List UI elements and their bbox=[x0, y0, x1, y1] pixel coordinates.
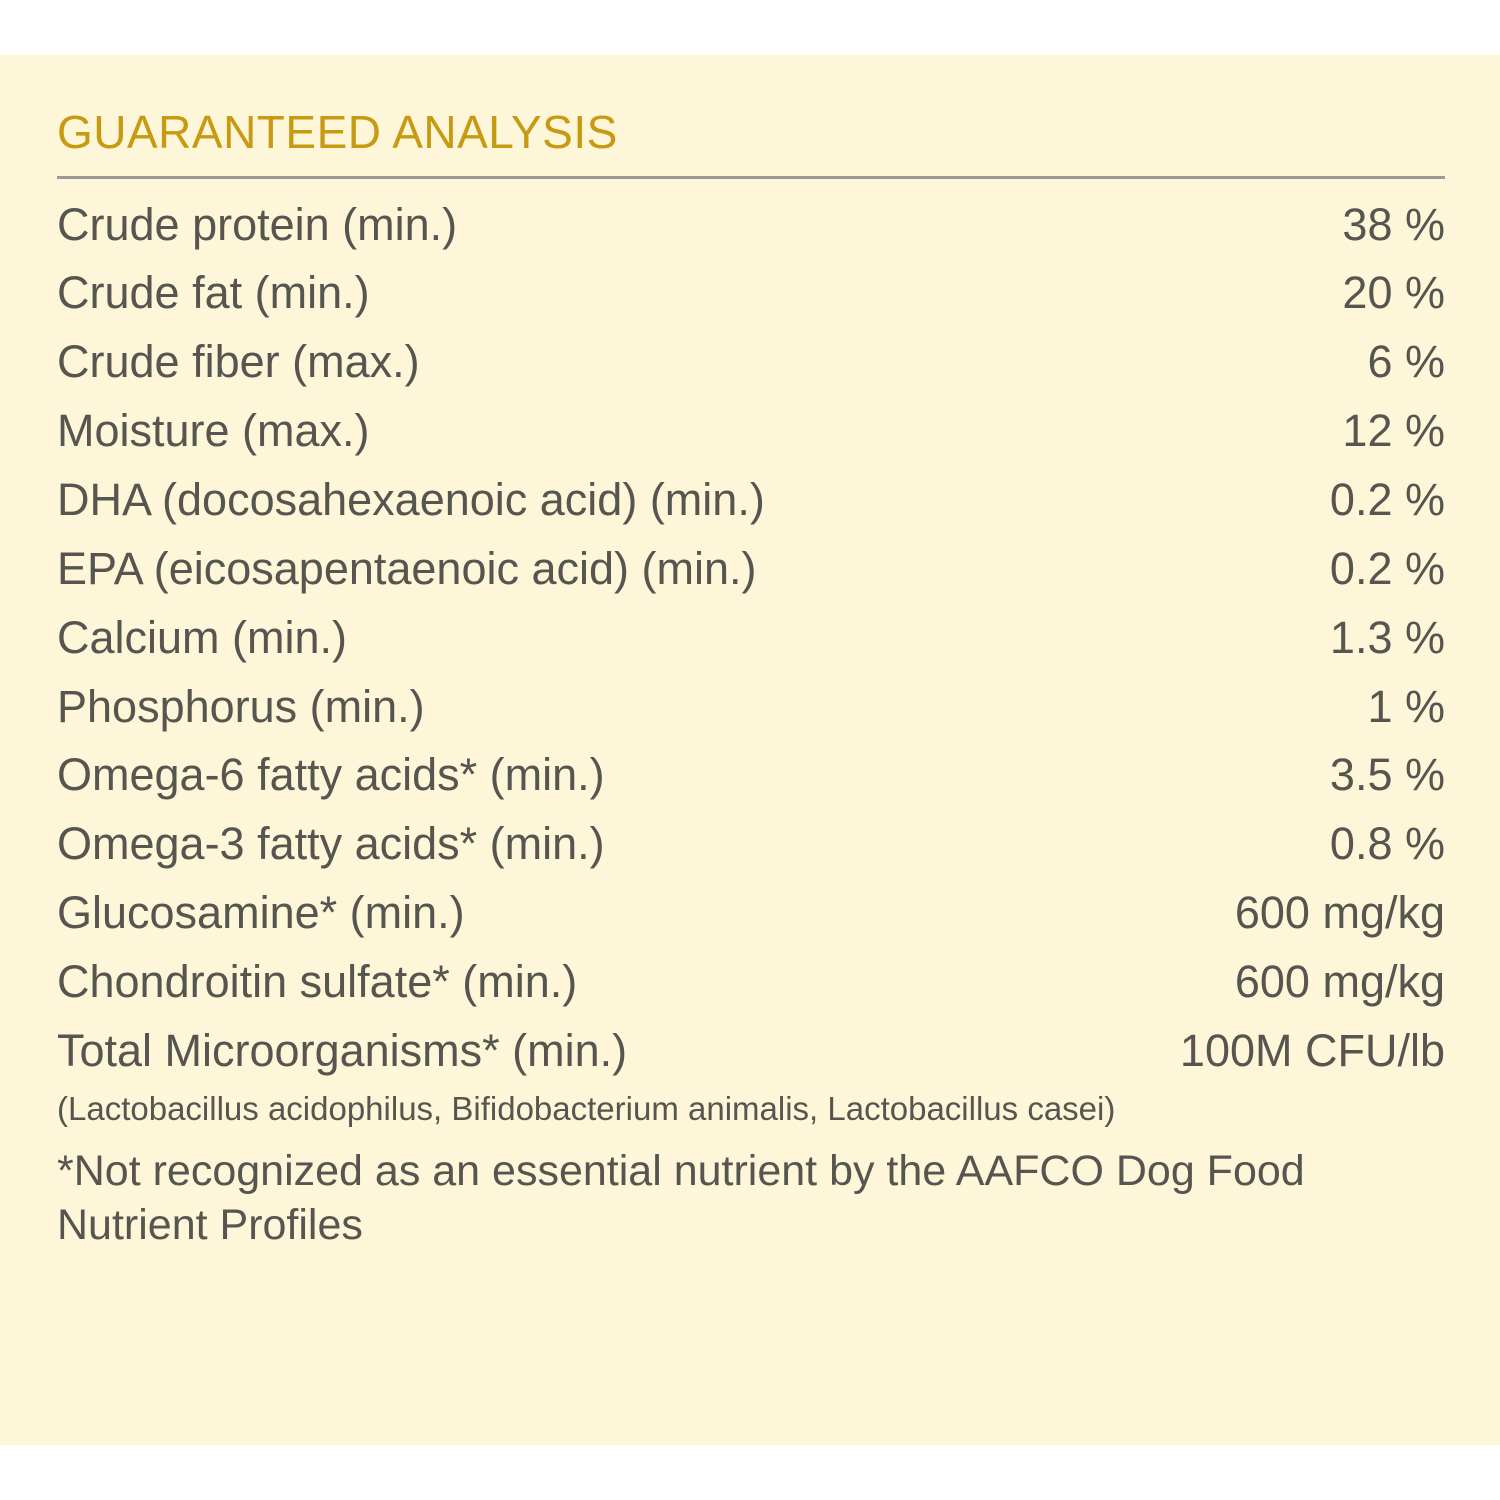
probiotics-note: (Lactobacillus acidophilus, Bifidobacterium animalis, Lactobacillus casei) bbox=[57, 1089, 1116, 1127]
table-row bbox=[57, 328, 1445, 397]
nutrient-value: 0.2 % bbox=[1329, 542, 1445, 594]
nutrient-value: 0.2 % bbox=[1329, 473, 1445, 525]
nutrient-value: 100M CFU/lb bbox=[1179, 1024, 1445, 1076]
table-row bbox=[57, 397, 1445, 466]
table-row bbox=[57, 948, 1445, 1017]
panel-content bbox=[57, 107, 1447, 1252]
nutrient-value: 3.5 % bbox=[1329, 749, 1445, 801]
table-row bbox=[57, 259, 1445, 328]
table-row bbox=[57, 741, 1445, 810]
page-title: GUARANTEED ANALYSIS bbox=[57, 106, 618, 158]
aafco-footnote: *Not recognized as an essential nutrient by the AAFCO Dog Food Nutrient Profiles bbox=[57, 1146, 1305, 1249]
table-row bbox=[57, 604, 1445, 673]
nutrient-label: Crude fiber (max.) bbox=[57, 336, 420, 388]
nutrient-value: 38 % bbox=[1342, 198, 1445, 250]
nutrient-value: 6 % bbox=[1367, 336, 1445, 388]
nutrient-label: Phosphorus (min.) bbox=[57, 680, 425, 732]
nutrient-value: 20 % bbox=[1342, 267, 1445, 319]
table-body bbox=[57, 191, 1445, 1086]
nutrient-label: Moisture (max.) bbox=[57, 405, 370, 457]
nutrient-label: Omega-6 fatty acids* (min.) bbox=[57, 749, 605, 801]
nutrient-value: 600 mg/kg bbox=[1234, 955, 1445, 1007]
table-row bbox=[57, 810, 1445, 879]
guaranteed-analysis-table bbox=[57, 191, 1445, 1086]
nutrient-value: 1 % bbox=[1367, 680, 1445, 732]
nutrient-label: Crude protein (min.) bbox=[57, 198, 458, 250]
nutrient-label: Calcium (min.) bbox=[57, 611, 348, 663]
nutrient-value: 12 % bbox=[1342, 405, 1445, 457]
nutrient-label: Total Microorganisms* (min.) bbox=[57, 1024, 628, 1076]
table-row bbox=[57, 191, 1445, 260]
table-row bbox=[57, 1017, 1445, 1086]
nutrient-label: Glucosamine* (min.) bbox=[57, 887, 465, 939]
nutrient-label: Omega-3 fatty acids* (min.) bbox=[57, 818, 605, 870]
nutrient-value: 1.3 % bbox=[1329, 611, 1445, 663]
table-row bbox=[57, 879, 1445, 948]
nutrient-label: Crude fat (min.) bbox=[57, 267, 370, 319]
guaranteed-analysis-panel bbox=[0, 55, 1500, 1445]
table-row bbox=[57, 535, 1445, 604]
nutrient-label: DHA (docosahexaenoic acid) (min.) bbox=[57, 473, 765, 525]
nutrient-value: 600 mg/kg bbox=[1234, 887, 1445, 939]
nutrient-label: EPA (eicosapentaenoic acid) (min.) bbox=[57, 542, 757, 594]
nutrient-label: Chondroitin sulfate* (min.) bbox=[57, 955, 578, 1007]
nutrient-value: 0.8 % bbox=[1329, 818, 1445, 870]
table-row bbox=[57, 673, 1445, 742]
title-divider bbox=[57, 176, 1445, 179]
table-row bbox=[57, 466, 1445, 535]
